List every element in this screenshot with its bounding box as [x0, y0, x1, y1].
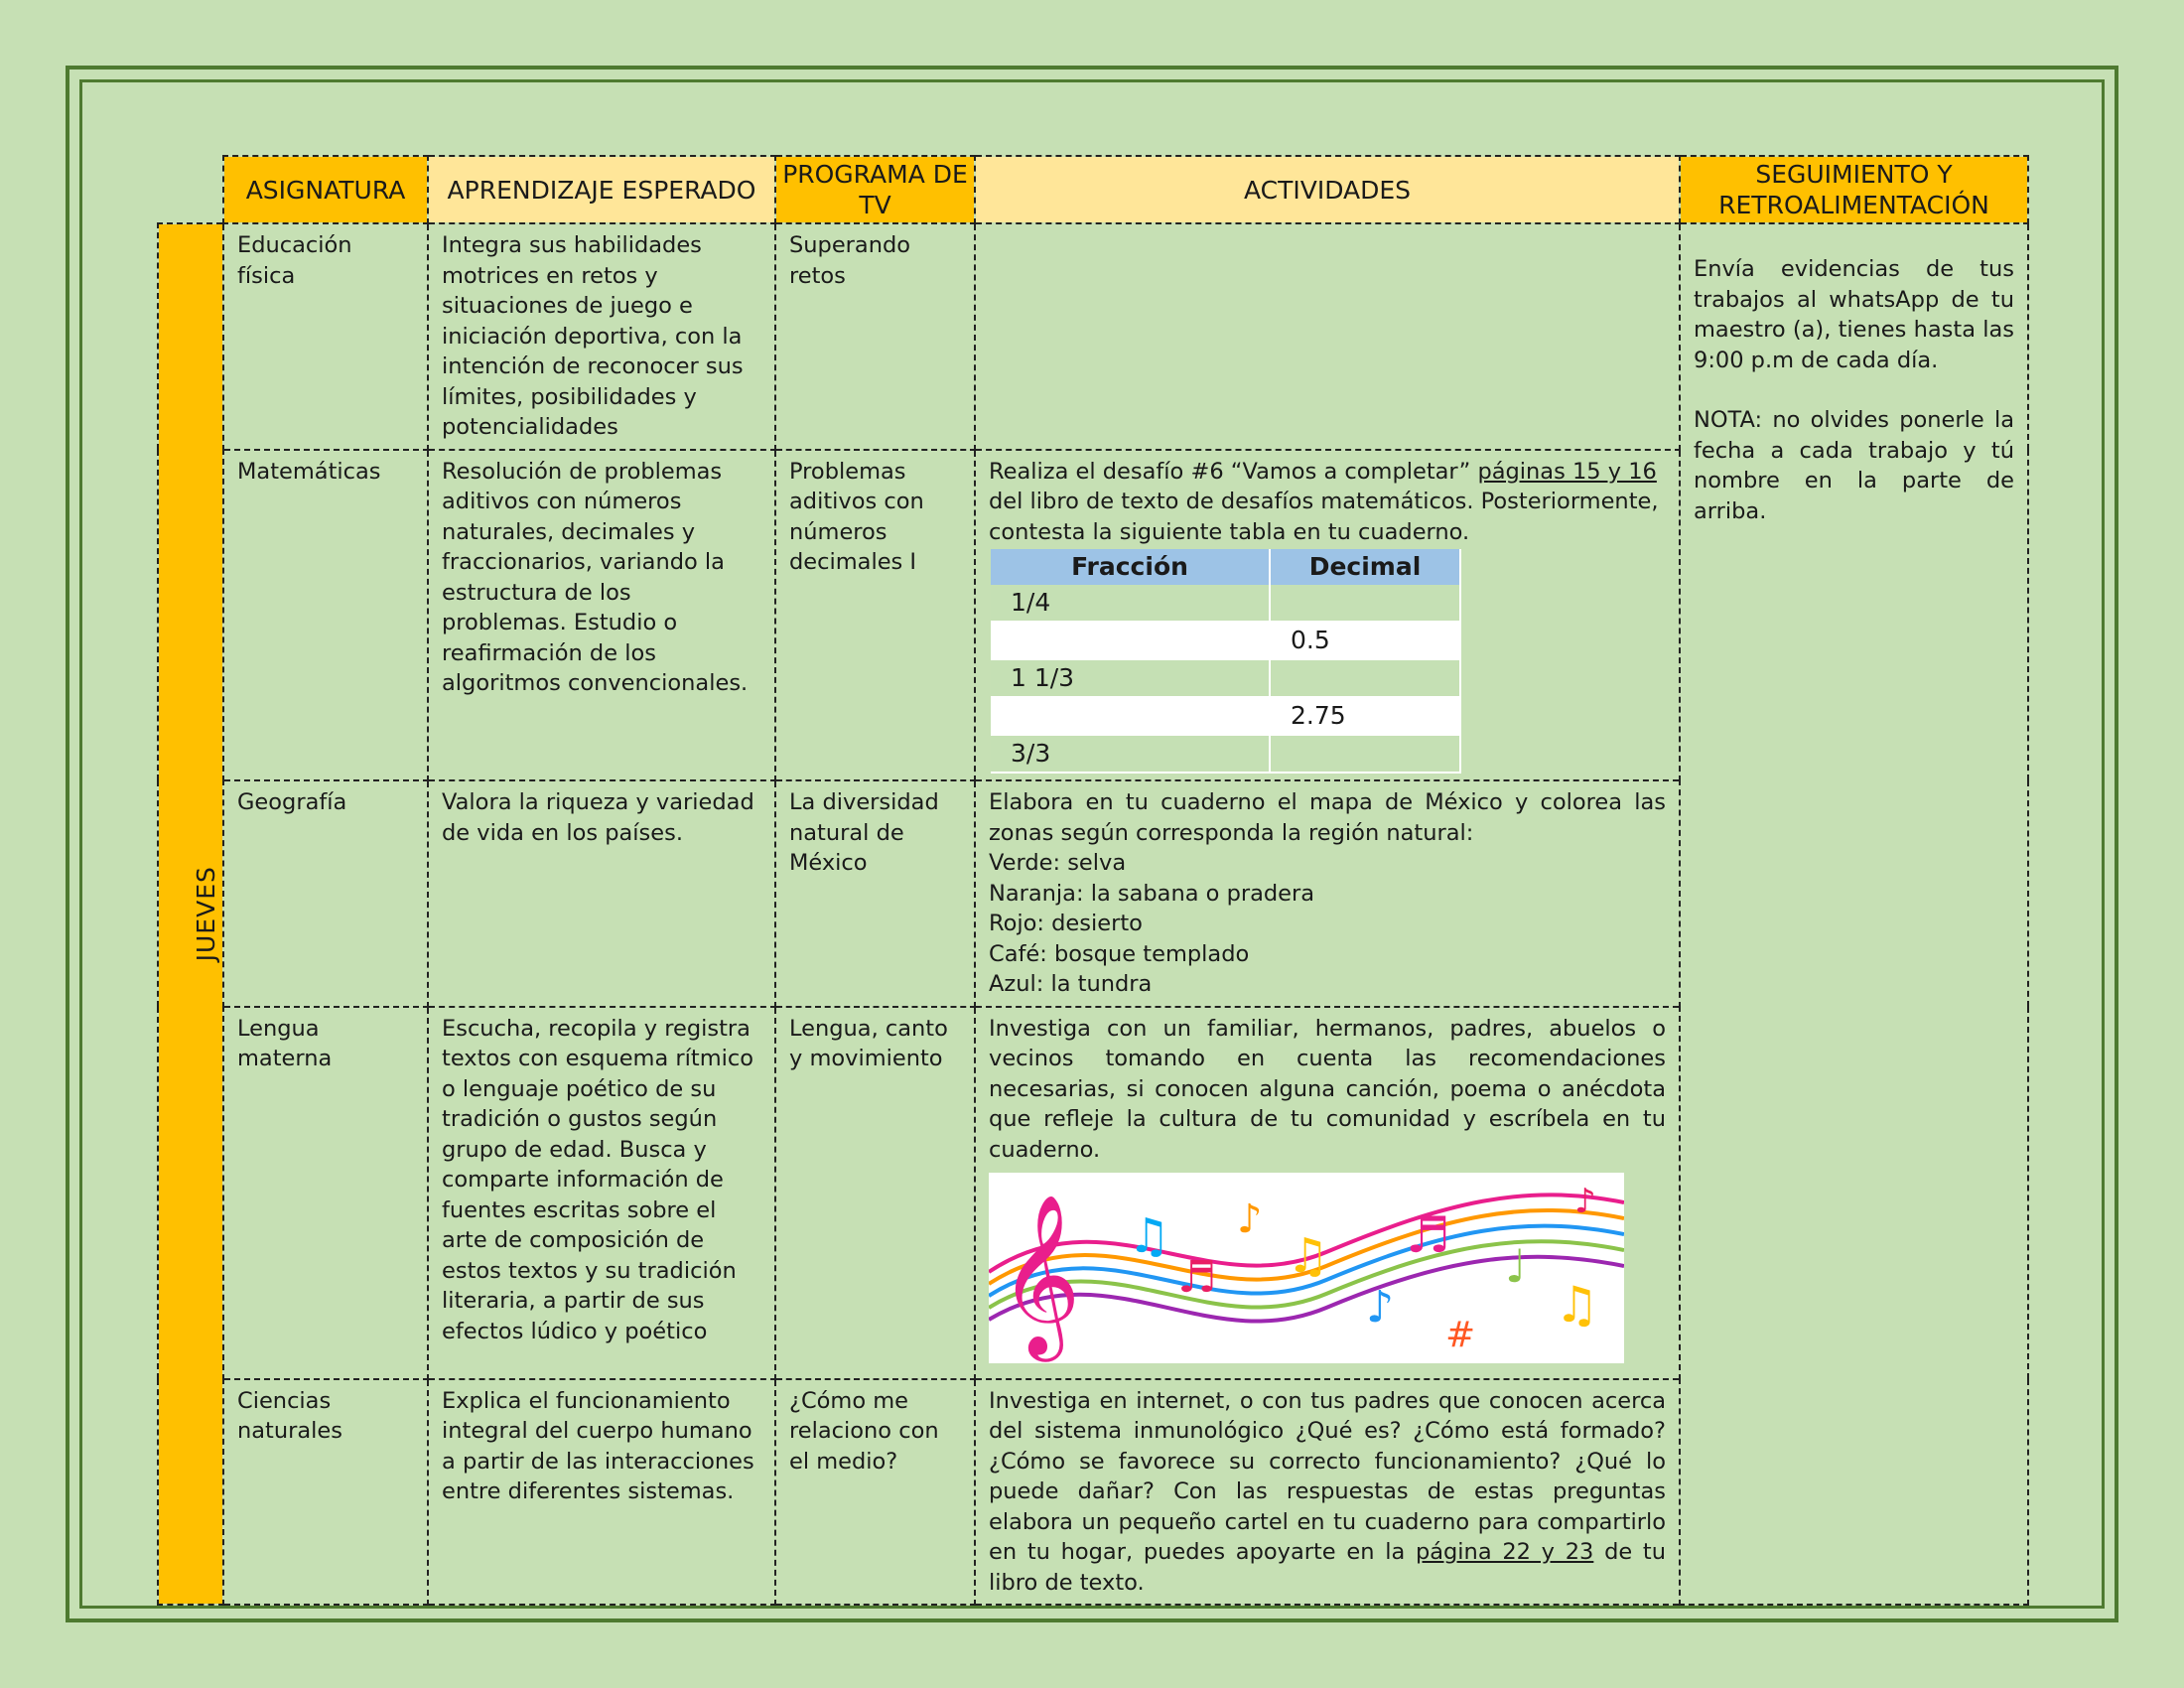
fraction-value: 1/4	[991, 585, 1270, 622]
fraction-row	[991, 735, 1460, 773]
math-activity-part2: del libro de texto de desafíos matemáticos. Posteriormente, contesta la siguiente tabla en tu cuaderno.	[989, 489, 1659, 545]
fraction-value	[991, 697, 1270, 735]
tv-program-cell: Problemas aditivos con números decimales I	[775, 450, 975, 781]
tv-program-cell: ¿Cómo me relaciono con el medio?	[775, 1379, 975, 1606]
subject-cell: Ciencias naturales	[223, 1379, 428, 1606]
activity-cell	[975, 223, 1680, 450]
geo-color-orange: Naranja: la sabana o pradera	[989, 880, 1315, 907]
fraction-header: Fracción	[991, 549, 1270, 585]
math-activity-part1: Realiza el desafío #6 “Vamos a completar”	[989, 458, 1478, 485]
svg-text:♪: ♪	[1366, 1282, 1395, 1333]
decimal-header: Decimal	[1270, 549, 1460, 585]
header-subject: ASIGNATURA	[223, 156, 428, 223]
activity-cell	[975, 1379, 1680, 1606]
schedule-table-wrapper	[157, 155, 2029, 1606]
svg-text:𝄞: 𝄞	[999, 1194, 1081, 1355]
svg-text:♫: ♫	[1555, 1276, 1599, 1334]
day-label: JUEVES	[191, 865, 220, 962]
followup-evidence: Envía evidencias de tus trabajos al whatsApp de tu maestro (a), tienes hasta las 9:00 p.m de cada día.	[1694, 256, 2014, 373]
science-pages-reference: página 22 y 23	[1415, 1539, 1594, 1565]
science-activity-part2: de tu libro de texto.	[989, 1539, 1666, 1596]
geo-color-blue: Azul: la tundra	[989, 971, 1153, 997]
followup-note: NOTA: no olvides ponerle la fecha a cada trabajo y tú nombre en la parte de arriba.	[1694, 407, 2014, 524]
subject-cell: Geografía	[223, 780, 428, 1007]
fraction-decimal-table	[991, 549, 1461, 774]
tv-program-cell: La diversidad natural de México	[775, 780, 975, 1007]
table-row	[158, 223, 2028, 450]
svg-text:♪: ♪	[1237, 1196, 1263, 1242]
language-activity-text: Investiga con un familiar, hermanos, padres, abuelos o vecinos tomando en cuenta las recomendaciones necesarias, si conocen alguna canción, poema o anécdota que refleje la cultura de tu comunidad y escríbela en tu cuaderno.	[989, 1015, 1666, 1163]
decimal-value: 0.5	[1270, 622, 1460, 659]
learning-cell: Valora la riqueza y variedad de vida en los países.	[428, 780, 775, 1007]
geo-color-green: Verde: selva	[989, 850, 1127, 876]
fraction-value	[991, 622, 1270, 659]
activity-cell	[975, 780, 1680, 1007]
header-tv-program: PROGRAMA DE TV	[775, 156, 975, 223]
fraction-row	[991, 697, 1460, 735]
svg-text:♬: ♬	[1177, 1252, 1217, 1303]
math-activity-text	[989, 457, 1666, 548]
header-row	[158, 156, 2028, 223]
header-activities: ACTIVIDADES	[975, 156, 1680, 223]
fraction-value: 3/3	[991, 735, 1270, 773]
svg-text:♪: ♪	[1574, 1182, 1596, 1221]
header-learning: APRENDIZAJE ESPERADO	[428, 156, 775, 223]
tv-program-cell: Lengua, canto y movimiento	[775, 1007, 975, 1379]
svg-text:#: #	[1445, 1315, 1476, 1355]
decimal-value	[1270, 659, 1460, 697]
corner-cell	[158, 156, 223, 223]
geo-color-red: Rojo: desierto	[989, 911, 1143, 936]
geo-activity-intro: Elabora en tu cuaderno el mapa de México y colorea las zonas según corresponda la región natural:	[989, 789, 1666, 846]
fraction-row	[991, 585, 1460, 622]
activity-cell	[975, 450, 1680, 781]
fraction-row	[991, 622, 1460, 659]
fraction-value: 1 1/3	[991, 659, 1270, 697]
activity-cell	[975, 1007, 1680, 1379]
science-activity-part1: Investiga en internet, o con tus padres que conocen acerca del sistema inmunológico ¿Qué es? ¿Cómo está formado? ¿Cómo se favorece su correcto funcionamiento? ¿Qué lo puede dañar? Con las respuestas de estas preguntas elabora un pequeño cartel en tu cuaderno para compartirlo en tu hogar, puedes apoyarte en la	[989, 1387, 1666, 1565]
schedule-table	[157, 155, 2029, 1606]
fraction-row	[991, 659, 1460, 697]
geo-color-brown: Café: bosque templado	[989, 940, 1250, 967]
svg-text:♩: ♩	[1505, 1239, 1527, 1293]
learning-cell: Integra sus habilidades motrices en retos y situaciones de juego e iniciación deportiva, con la intención de reconocer sus límites, posibilidades y potencialidades	[428, 223, 775, 450]
math-pages-reference: páginas 15 y 16	[1477, 458, 1657, 485]
subject-cell: Lengua materna	[223, 1007, 428, 1379]
learning-cell: Resolución de problemas aditivos con números naturales, decimales y fraccionarios, variando la estructura de los problemas. Estudio o reafirmación de los algoritmos convencionales.	[428, 450, 775, 781]
followup-cell	[1680, 223, 2028, 1605]
header-followup: SEGUIMIENTO Y RETROALIMENTACIÓN	[1680, 156, 2028, 223]
learning-cell: Escucha, recopila y registra textos con esquema rítmico o lenguaje poético de su tradición o gustos según grupo de edad. Busca y comparte información de fuentes escritas sobre el arte de composición de estos textos y su tradición literaria, a partir de sus efectos lúdico y poético	[428, 1007, 775, 1379]
decimal-value: 2.75	[1270, 697, 1460, 735]
subject-cell: Matemáticas	[223, 450, 428, 781]
tv-program-cell: Superando retos	[775, 223, 975, 450]
decimal-value	[1270, 735, 1460, 773]
svg-text:♫: ♫	[1287, 1228, 1330, 1284]
music-notes-image	[989, 1173, 1624, 1363]
decimal-value	[1270, 585, 1460, 622]
day-cell	[158, 223, 223, 1605]
svg-text:♬: ♬	[1406, 1206, 1450, 1264]
learning-cell: Explica el funcionamiento integral del cuerpo humano a partir de las interacciones entre diferentes sistemas.	[428, 1379, 775, 1606]
svg-text:♫: ♫	[1128, 1208, 1171, 1264]
subject-cell: Educación física	[223, 223, 428, 450]
